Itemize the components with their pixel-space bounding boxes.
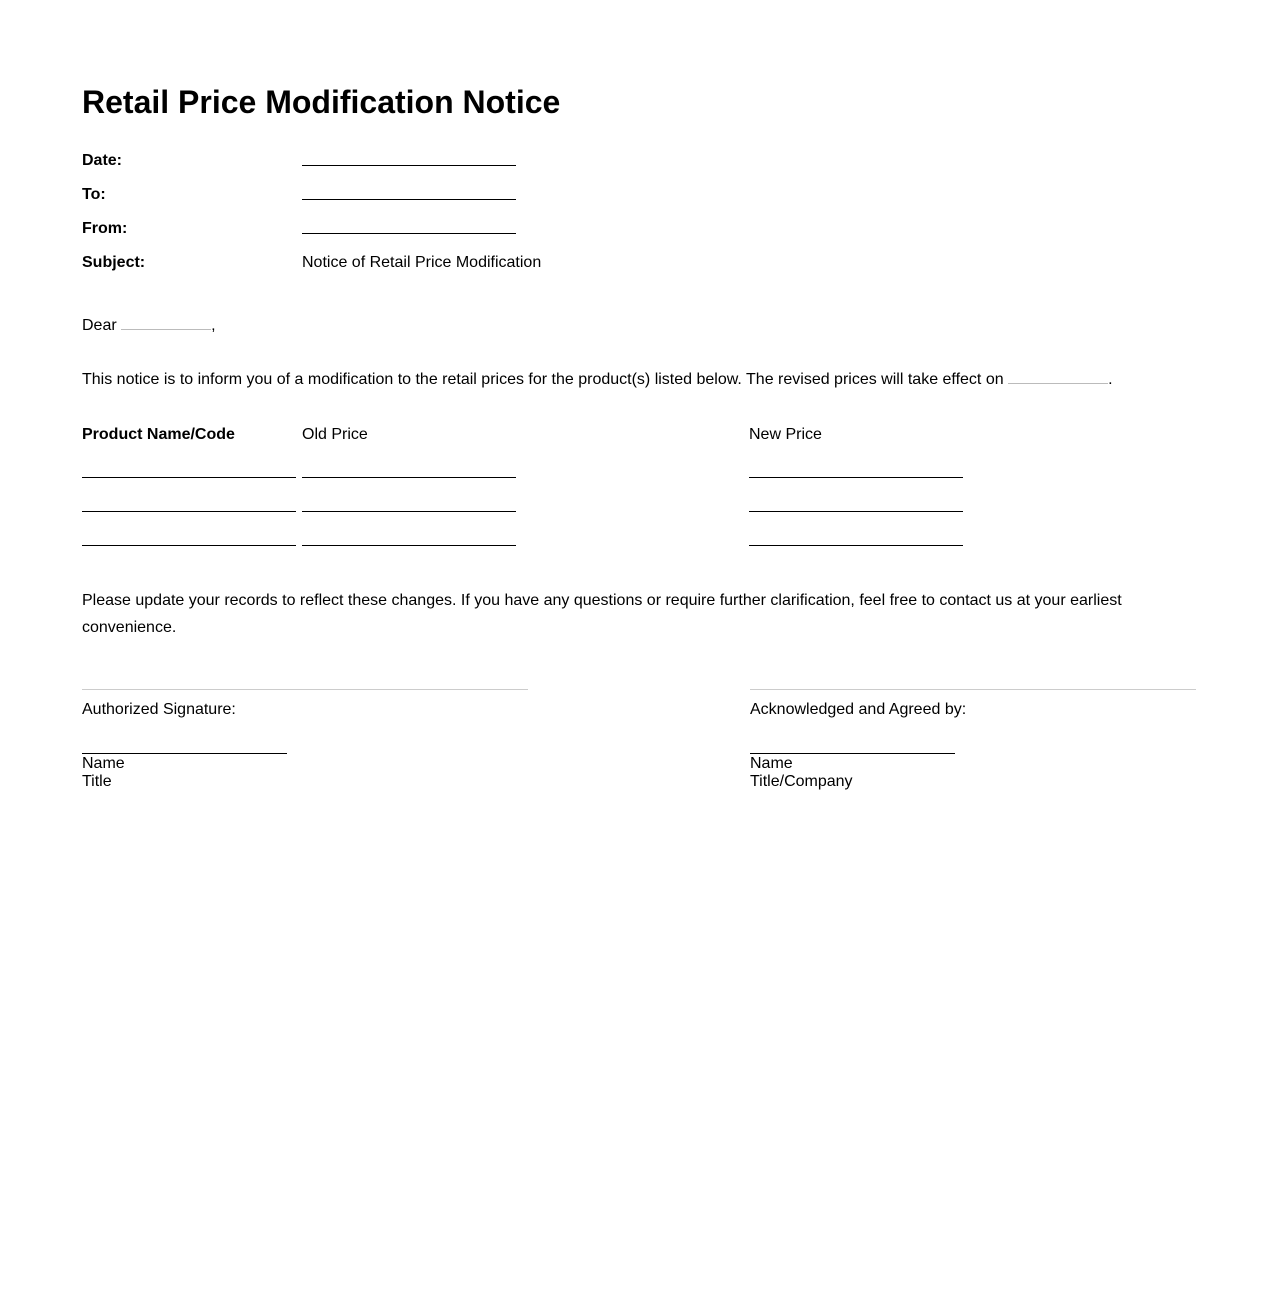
to-blank[interactable] (302, 183, 516, 200)
intro-suffix: . (1108, 371, 1113, 388)
authorized-signature-label: Authorized Signature: (82, 701, 236, 718)
intro-paragraph (82, 368, 1113, 392)
document-title: Retail Price Modification Notice (82, 84, 561, 120)
new-price-cell-blank[interactable] (749, 545, 963, 546)
salutation-prefix: Dear (82, 317, 117, 334)
authorized-signature-line[interactable] (82, 753, 287, 754)
date-blank[interactable] (302, 149, 516, 166)
intro-text: This notice is to inform you of a modification to the retail prices for the product(s) listed below. The revised prices will take effect on (82, 371, 1004, 388)
salutation (82, 314, 216, 338)
acknowledged-label: Acknowledged and Agreed by: (750, 701, 967, 718)
old-price-cell-blank[interactable] (302, 511, 516, 512)
acknowledger-name-label: Name (750, 755, 793, 772)
salutation-suffix: , (211, 317, 216, 334)
column-header-new-price: New Price (749, 426, 822, 443)
subject-label: Subject: (82, 254, 146, 271)
column-header-product: Product Name/Code (82, 426, 235, 443)
acknowledged-signature-line[interactable] (750, 753, 955, 754)
subject-value: Notice of Retail Price Modification (302, 254, 542, 271)
date-label: Date: (82, 152, 123, 169)
to-label: To: (82, 186, 106, 203)
old-price-cell-blank[interactable] (302, 545, 516, 546)
acknowledger-title-label: Title/Company (750, 773, 853, 790)
from-field-row (82, 217, 782, 241)
signer-title-label: Title (82, 773, 112, 790)
closing-paragraph: Please update your records to reflect these changes. If you have any questions or require further clarification, feel free to contact us at your earliest convenience. (82, 592, 1122, 636)
signer-name-label: Name (82, 755, 125, 772)
effective-date-blank[interactable] (1008, 373, 1108, 384)
product-cell-blank[interactable] (82, 511, 296, 512)
column-header-old-price: Old Price (302, 426, 368, 443)
old-price-cell-blank[interactable] (302, 477, 516, 478)
recipient-name-blank[interactable] (121, 319, 211, 330)
product-cell-blank[interactable] (82, 477, 296, 478)
subject-field-row (82, 251, 782, 275)
to-field-row (82, 183, 782, 207)
date-field-row (82, 149, 782, 173)
product-cell-blank[interactable] (82, 545, 296, 546)
new-price-cell-blank[interactable] (749, 477, 963, 478)
new-price-cell-blank[interactable] (749, 511, 963, 512)
from-blank[interactable] (302, 217, 516, 234)
signature-divider (82, 689, 528, 690)
signature-divider (750, 689, 1196, 690)
from-label: From: (82, 220, 128, 237)
